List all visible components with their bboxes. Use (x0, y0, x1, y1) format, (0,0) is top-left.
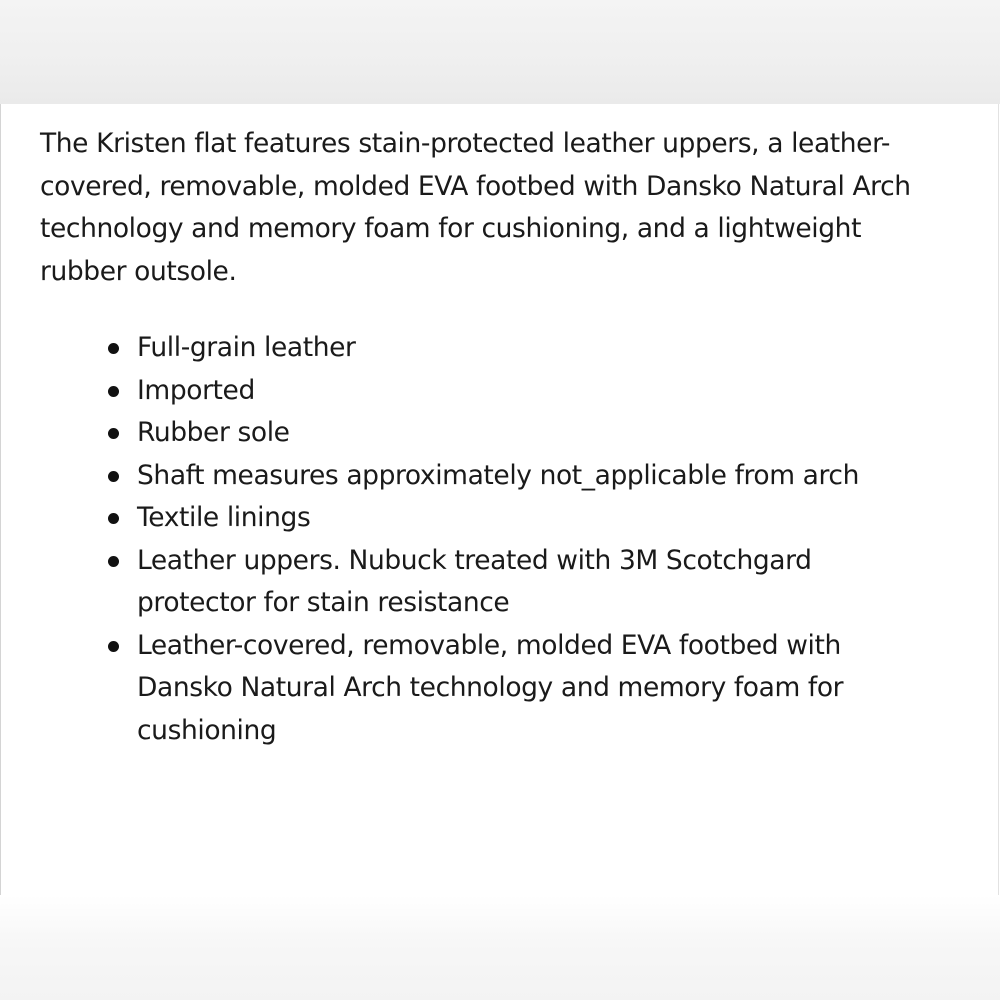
top-background-band (0, 0, 1000, 104)
list-item: Imported (137, 370, 937, 413)
list-item: Shaft measures approximately not_applicable from arch (137, 455, 937, 498)
product-description: The Kristen flat features stain-protected leather uppers, a leather-covered, removable, molded EVA footbed with Dansko Natural Arch technology and memory foam for cushioning, and a lightweight rubber outsole. (40, 128, 911, 287)
list-item: Full-grain leather (137, 327, 937, 370)
bottom-background-band (0, 895, 1000, 1000)
feature-list (137, 327, 937, 752)
list-item: Leather-covered, removable, molded EVA footbed with Dansko Natural Arch technology and memory foam for cushioning (137, 625, 937, 753)
list-item: Leather uppers. Nubuck treated with 3M Scotchgard protector for stain resistance (137, 540, 937, 625)
list-item: Rubber sole (137, 412, 937, 455)
list-item: Textile linings (137, 497, 937, 540)
